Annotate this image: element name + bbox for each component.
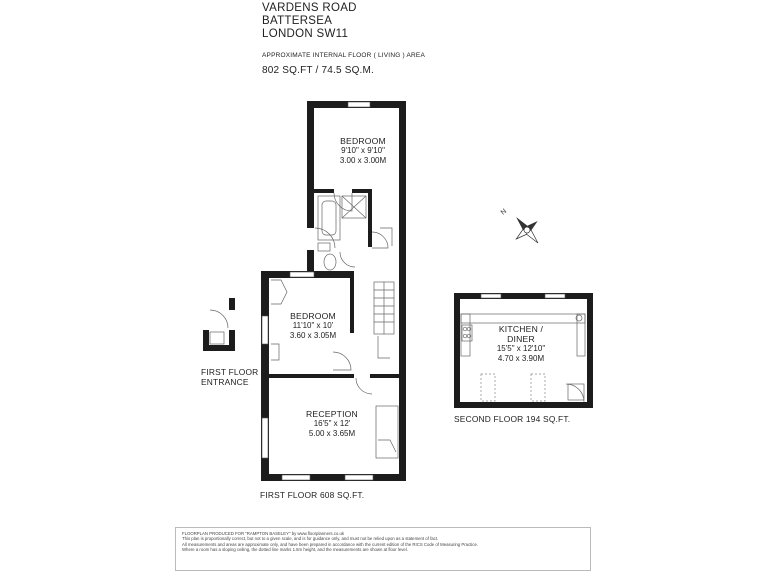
entrance-label-line-2: ENTRANCE [201,377,249,387]
wall-bath-right [368,189,372,247]
wall-entrance-left [203,330,209,351]
total-area: 802 SQ.FT / 74.5 SQ.M. [262,65,375,76]
disclaimer-line-1: FLOORPLAN PRODUCED FOR "RAMPTON BASELEY" by www.floorplanners.co.uk [182,531,345,536]
wall-main-right [399,101,406,481]
second-floor-label: SECOND FLOOR 194 SQ.FT. [454,414,571,424]
first-floor-label: FIRST FLOOR 608 SQ.FT. [260,490,365,500]
svg-text:N: N [499,207,509,217]
wall-kitchen-right [587,293,593,408]
entrance-label-line-1: FIRST FLOOR [201,367,259,377]
wc [324,254,336,270]
compass-icon [505,208,548,252]
disclaimer-line-2: This plan is proportionally correct, but not to a given scale, and is for guidance only, and must not be relied upon as a statement of fact. [182,536,439,542]
wall-reception-top-right [370,374,399,378]
wall-kitchen-bottom [454,402,593,408]
wall-kitchen-left [454,293,460,408]
stairs [374,282,394,334]
room-label-bedroom-2: BEDROOM 11'10" x 10' 3.60 x 3.05M [289,311,337,340]
door-gaps [228,188,370,379]
wall-bedroom2-right [350,271,354,333]
address-line-2: BATTERSEA [262,15,333,27]
disclaimer-line-3: All measurements and areas are approximate only, and have been prepared in accordance with the current edition of the RICS Code of Measuring Practice. [182,541,479,547]
room-label-bedroom-1: BEDROOM 9'10" x 9'10" 3.00 x 3.00M [339,136,387,165]
address-line-3: LONDON SW11 [262,28,349,40]
address-line-1: VARDENS ROAD [262,2,357,14]
hob [462,325,472,341]
disclaimer-line-4: Where a room has a sloping ceiling, the dotted line marks 1.5m height, and the measurements are shown at floor level. [182,546,408,552]
room-label-reception: RECEPTION 16'5" x 12' 5.00 x 3.65M [306,409,358,438]
wall-kitchen-top [454,293,593,299]
area-title: APPROXIMATE INTERNAL FLOOR ( LIVING ) AREA [262,52,425,59]
disclaimer-box [175,527,591,571]
room-label-kitchen: KITCHEN / DINER 15'5" x 12'10" 4.70 x 3.90M [496,324,546,363]
wall-bedroom2-bottom [269,374,354,378]
sloping-ceiling-lines [481,374,545,401]
